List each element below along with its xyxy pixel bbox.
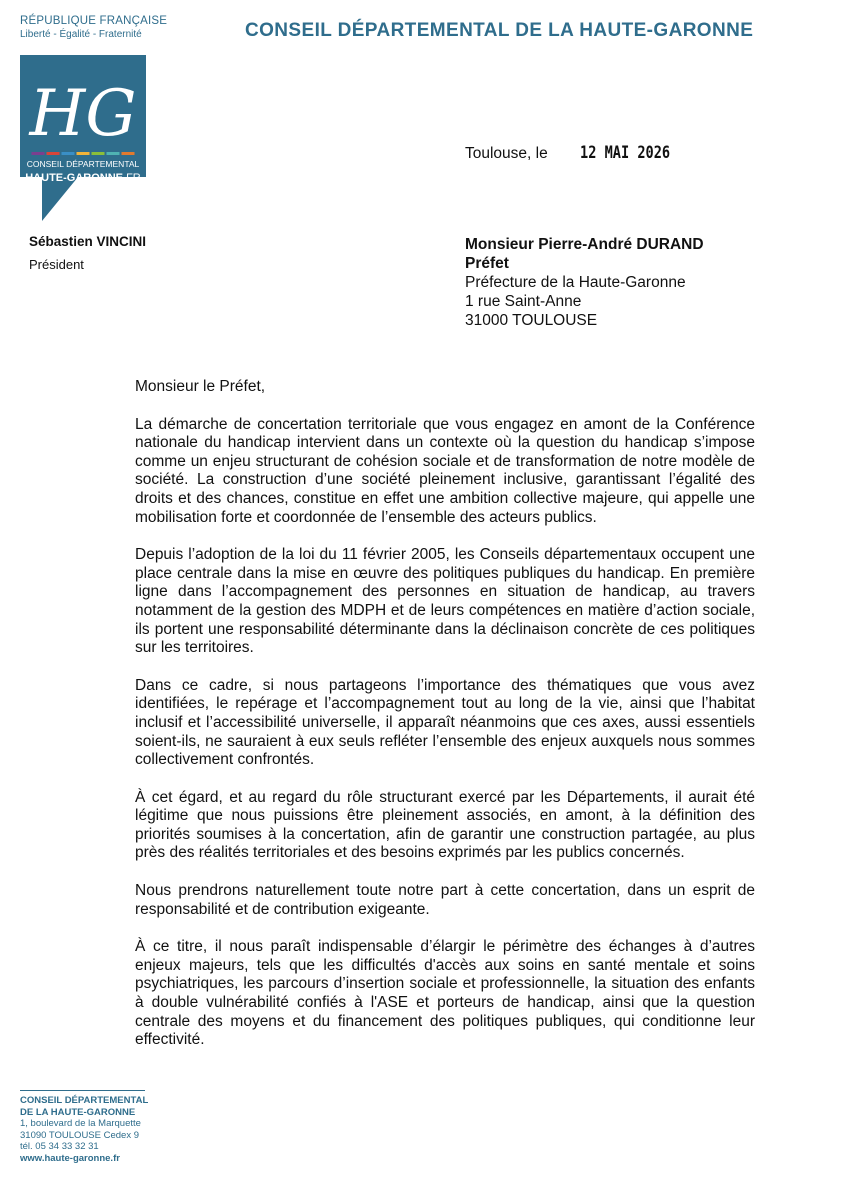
recipient-street: 1 rue Saint-Anne [465,293,582,310]
republique-label: RÉPUBLIQUE FRANÇAISE [20,15,168,27]
logo-monogram: HG [29,77,137,151]
footer-address1: 1, boulevard de la Marquette [20,1118,141,1129]
logo-color-bar [122,152,135,155]
paragraph: À cet égard, et au regard du rôle structurant exercé par les Départements, il aurait été légitime que nous puissions être pleinement associés, en amont, à la définition des priorités soumises à la concertation, afin de garantir une construction partagée, au plus près des réalités territoriales et des besoins exprimés par les publics concernés. [135,788,755,862]
paragraph: Nous prendrons naturellement toute notre part à cette concertation, dans un esprit de responsabilité et de contribution exigeante. [135,882,755,918]
paragraph: Dans ce cadre, si nous partageons l’importance des thématiques que vous avez identifiées, le repérage et l’accompagnement tout au long de la vie, ainsi que l’habitat inclusif et l’accessibilité universelle, il apparaît néanmoins que ces axes, aussi essentiels soient-ils, ne sauraient à eux seuls refléter l’ensemble des enjeux auxquels nous sommes collectivement confrontés. [135,676,755,769]
footer-divider [20,1090,145,1091]
footer-address2: 31090 TOULOUSE Cedex 9 [20,1129,139,1141]
logo-color-bar [32,152,45,155]
republique-block [20,15,167,41]
logo-color-bar [77,152,90,155]
footer-org-line2: DE LA HAUTE-GARONNE [20,1106,136,1118]
recipient-org: Préfecture de la Haute-Garonne [465,274,686,291]
date-stamp: 12 MAI 2026 [579,143,670,163]
date-line [465,143,692,163]
footer-block [20,1095,148,1164]
logo-color-bar [62,152,75,155]
logo-color-bars [32,152,135,155]
logo-color-bar [92,152,105,155]
paragraph: La démarche de concertation territoriale que vous engagez en amont de la Conférence nationale du handicap intervient dans un contexte où la question du handicap s’impose comme un enjeu structurant de cohésion sociale et de transformation de notre modèle de société. La construction d’une société pleinement inclusive, garantissant l’égalité des droits et des chances, constitue en effet une ambition collective majeure, qui appelle une mobilisation forte et coordonnée de l’ensemble des acteurs publics. [135,415,755,526]
logo-line2: HAUTE-GARONNE.FR [25,172,141,184]
recipient-block [465,235,704,330]
logo-color-bar [47,152,60,155]
president-role: Président [29,257,84,272]
recipient-city: 31000 TOULOUSE [465,312,598,329]
devise-label: Liberté - Égalité - Fraternité [20,29,142,40]
recipient-title: Préfet [465,255,509,272]
paragraph: À ce titre, il nous paraît indispensable d’élargir le périmètre des échanges à d’autres enjeux majeurs, tels que les difficultés d'accès aux soins en santé mentale et soins psychiatriques, les parcours d’insertion sociale et professionnelle, la situation des enfants à double vulnérabilité confiés à l'ASE et porteurs de handicap, ainsi que la question centrale des moyens et du financement des politiques publiques, qui conditionne leur effectivité. [135,938,755,1049]
logo-graphic [20,55,146,223]
president-last-name: VINCINI [96,234,147,249]
date-prefix: Toulouse, le [465,145,548,162]
letter-body [135,378,755,1069]
paragraph: Depuis l’adoption de la loi du 11 février 2005, les Conseils départementaux occupent une place centrale dans la mise en œuvre des politiques publiques du handicap. En première ligne dans l’accompagnement des personnes en situation de handicap, au travers notamment de la gestion des MDPH et de leurs compétences en matière d’action sociale, ils portent une responsabilité déterminante dans la déclinaison concrète de ces politiques sur les territoires. [135,546,755,657]
recipient-name: Monsieur Pierre-André DURAND [465,236,704,253]
footer-website-link[interactable]: www.haute-garonne.fr [20,1152,120,1164]
president-first-name: Sébastien [29,234,93,249]
logo-color-bar [107,152,120,155]
logo-line1: CONSEIL DÉPARTEMENTAL [26,159,140,169]
footer-org-line1: CONSEIL DÉPARTEMENTAL [20,1095,149,1106]
president-name [29,234,146,249]
salutation: Monsieur le Préfet, [135,378,266,395]
department-title: CONSEIL DÉPARTEMENTAL DE LA HAUTE-GARONNE [245,20,754,41]
department-logo [20,55,146,223]
footer-phone: tél. 05 34 33 32 31 [20,1141,99,1152]
